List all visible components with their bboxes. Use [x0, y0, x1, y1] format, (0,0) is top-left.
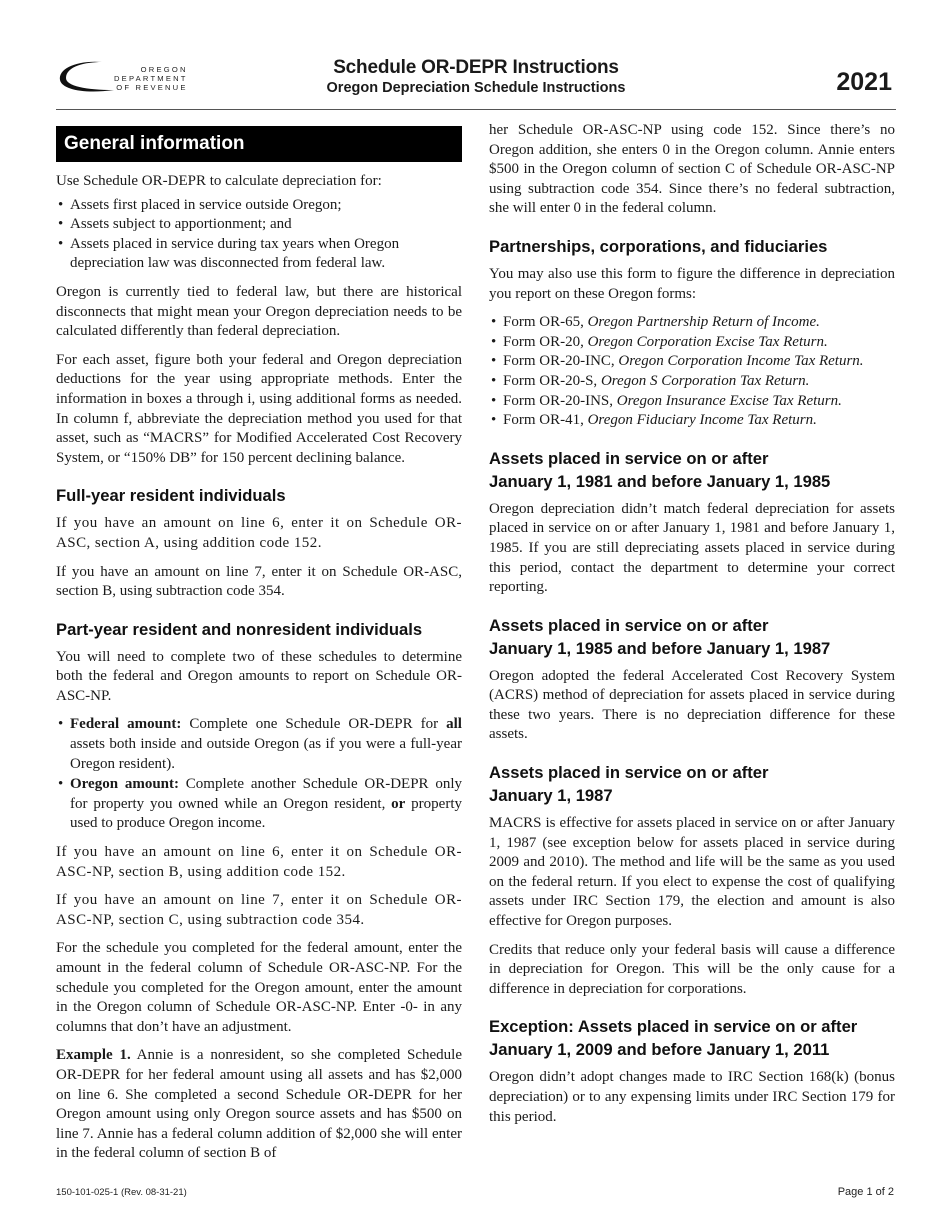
heading-partnerships: Partnerships, corporations, and fiduciaries	[489, 236, 828, 256]
section-banner-general: General information	[56, 126, 462, 162]
heading-1981-1985: Assets placed in service on or after January 1, 1981 and before January 1, 1985	[489, 448, 831, 491]
paragraph-each-asset: For each asset, figure both your federal and Oregon depreciation deductions for the year using appropriate methods. Enter the information in boxes a through i, using additional forms as needed. In column f, abbreviate the depreciation method you used for that asset, such as “MACRS” for Modified Accelerated Cost Recovery System, or “150% DB” for 150 percent declining balance.	[56, 351, 462, 466]
heading-part-year: Part-year resident and nonresident individuals	[56, 619, 423, 639]
left-column	[56, 120, 462, 1173]
heading-1985-1987: Assets placed in service on or after January 1, 1985 and before January 1, 1987	[489, 615, 831, 658]
list-item: • Form OR-20-S, Oregon S Corporation Tax Return.	[489, 372, 895, 392]
right-column	[489, 121, 895, 1136]
paragraph-partnerships: You may also use this form to figure the difference in depreciation you report on these Oregon forms:	[489, 265, 895, 302]
amount-bullet-list	[56, 715, 462, 834]
oregon-swoosh-icon	[56, 56, 116, 96]
page-title-block	[256, 57, 696, 97]
list-item: • Form OR-20-INS, Oregon Insurance Excise Tax Return.	[489, 392, 895, 412]
heading-exception-2009-2011: Exception: Assets placed in service on or after January 1, 2009 and before January 1, 2011	[489, 1017, 858, 1060]
paragraph-schedule: For the schedule you completed for the federal amount, enter the amount in the federal column of Schedule OR-ASC-NP. For the schedule you completed for the Oregon amount, enter the amount in the Oregon column of Schedule OR-ASC-NP. Enter -0- in any columns that don’t have an adjustment.	[56, 940, 462, 1035]
paragraph-tied: Oregon is currently tied to federal law, but there are historical disconnects that might mean your Oregon depreciation needs to be calculated differently than federal depreciation.	[56, 283, 462, 340]
forms-bullet-list	[489, 313, 895, 431]
page-title: Schedule OR-DEPR Instructions	[333, 57, 619, 78]
list-item: • Form OR-41, Oregon Fiduciary Income Tax Return.	[489, 411, 895, 431]
oregon-revenue-logo	[56, 54, 186, 100]
list-item: • Form OR-65, Oregon Partnership Return of Income.	[489, 313, 895, 333]
list-item-oregon: • Oregon amount: Complete another Schedule OR-DEPR only for property you owned while an Oregon resident, or property used to produce Oregon income.	[56, 775, 462, 834]
page-subtitle: Oregon Depreciation Schedule Instructions	[326, 80, 626, 96]
list-item-federal: • Federal amount: Complete one Schedule OR-DEPR for all assets both inside and outside Oregon (as if you were a full-year Oregon resident).	[56, 715, 462, 774]
list-item: • Assets placed in service during tax years when Oregon depreciation law was disconnected from federal law.	[56, 235, 462, 274]
intro-bullet-list	[56, 196, 462, 274]
paragraph-part-line6: If you have an amount on line 6, enter it on Schedule OR-ASC-NP, section B, using addition code 152.	[56, 844, 462, 880]
paragraph-part-intro: You will need to complete two of these schedules to determine both the federal and Oregon amounts to report on Schedule OR-ASC-NP.	[56, 648, 462, 704]
intro-text: Use Schedule OR-DEPR to calculate depreciation for:	[56, 173, 382, 189]
heading-full-year: Full-year resident individuals	[56, 486, 286, 506]
paragraph-full-line7: If you have an amount on line 7, enter it on Schedule OR-ASC, section B, using subtraction code 354.	[56, 563, 462, 600]
paragraph-example-continued: her Schedule OR-ASC-NP using code 152. Since there’s no Oregon addition, she enters 0 in the Oregon column. Annie enters $500 in the Oregon column of section C of Schedule OR-ASC-NP using subtraction code 354. Since there’s no federal subtraction, she will enter 0 in the federal column.	[489, 122, 895, 217]
paragraph-part-line7: If you have an amount on line 7, enter it on Schedule OR-ASC-NP, section C, using subtraction code 354.	[56, 892, 462, 928]
list-item: • Assets first placed in service outside Oregon;	[56, 196, 462, 216]
paragraph-1981-1985: Oregon depreciation didn’t match federal depreciation for assets placed in service on or after January 1, 1981 and before January 1, 1985. If you are still depreciating assets placed in service during this period, contact the department to determine your correct reporting.	[489, 500, 895, 596]
paragraph-1987: MACRS is effective for assets placed in service on or after January 1, 1987 (see exception below for assets placed in service during 2009 and 2010). The method and life will be the same as you used on the federal return. If you elect to expense the cost of qualifying assets under IRC Section 179, the election and amount is also effective for Oregon purposes.	[489, 815, 895, 930]
heading-1987: Assets placed in service on or after January 1, 1987	[489, 763, 769, 806]
list-item: • Form OR-20, Oregon Corporation Excise Tax Return.	[489, 333, 895, 353]
paragraph-1985-1987: Oregon adopted the federal Accelerated Cost Recovery System (ACRS) method of depreciation for assets placed in service during these two years. There is no depreciation difference for these assets.	[489, 667, 895, 743]
page-number: Page 1 of 2	[837, 1186, 894, 1198]
paragraph-exception: Oregon didn’t adopt changes made to IRC Section 168(k) (bonus depreciation) or to any expensing limits under IRC Section 179 for this period.	[489, 1069, 895, 1125]
paragraph-credits: Credits that reduce only your federal basis will cause a difference in depreciation for Oregon. This will be the only cause for a difference in depreciation for corporations.	[489, 941, 895, 997]
page-header	[56, 52, 896, 110]
tax-year: 2021	[836, 68, 892, 96]
paragraph-full-line6: If you have an amount on line 6, enter it on Schedule OR-ASC, section A, using addition code 152.	[56, 515, 462, 551]
logo-text: OREGON DEPARTMENT OF REVENUE	[114, 65, 188, 93]
form-number: 150-101-025-1 (Rev. 08-31-21)	[56, 1187, 187, 1198]
list-item: • Assets subject to apportionment; and	[56, 215, 462, 235]
paragraph-example-1: Example 1. Annie is a nonresident, so she completed Schedule OR-DEPR for her federal amount using all assets and has $2,000 on line 6. She completed a second Schedule OR-DEPR for her Oregon amount using only Oregon source assets and has $500 on line 7. Annie has a federal column addition of $2,000 she will enter in the federal column of section B of	[56, 1047, 462, 1162]
list-item: • Form OR-20-INC, Oregon Corporation Income Tax Return.	[489, 352, 895, 372]
